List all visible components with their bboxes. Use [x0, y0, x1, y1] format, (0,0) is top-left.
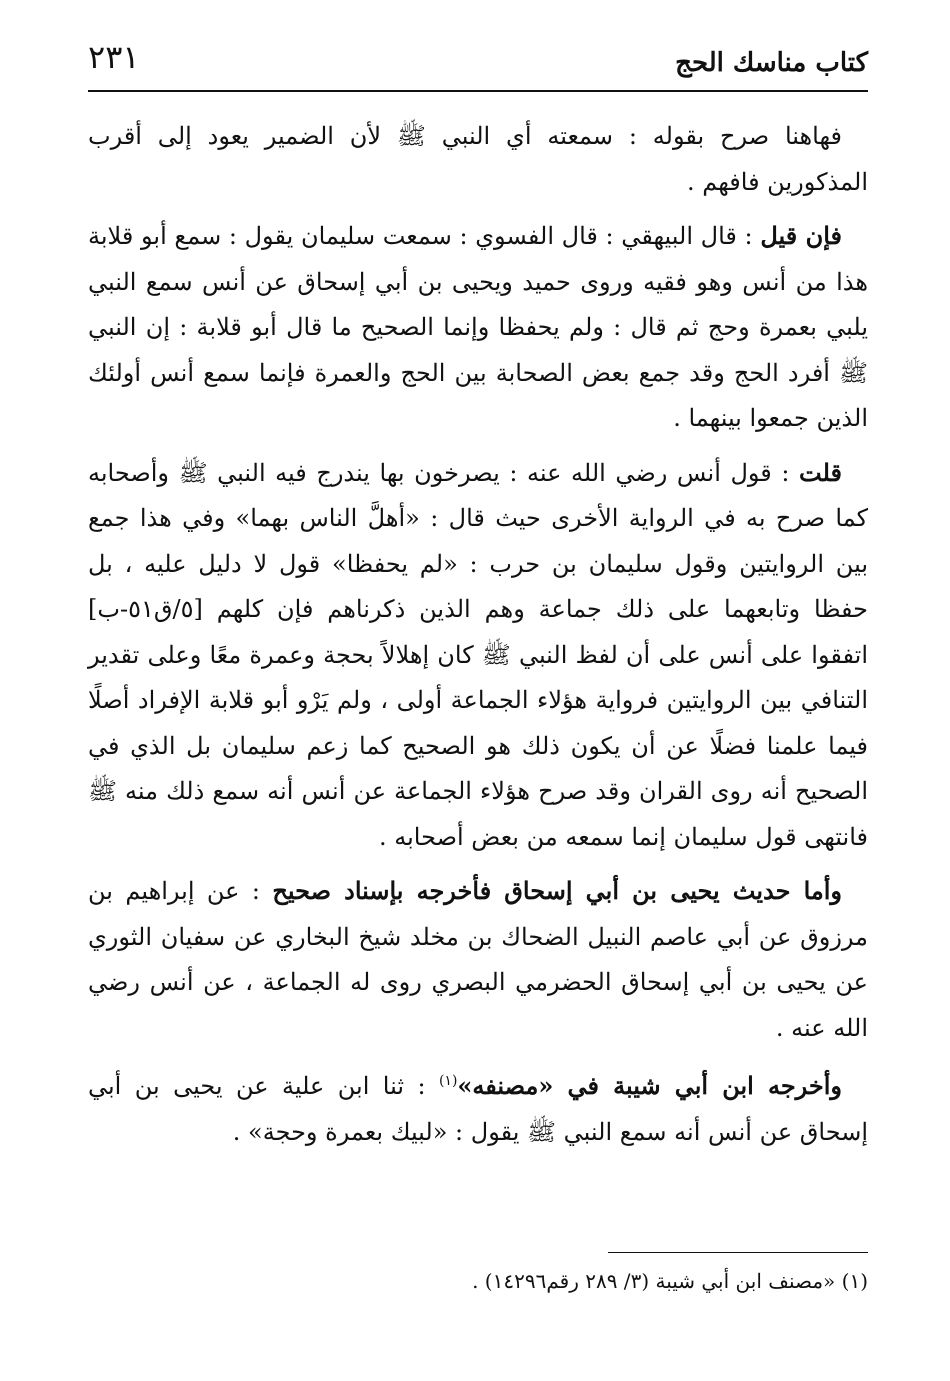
paragraph [88, 114, 868, 205]
paragraph-lead: وأما حديث يحيى بن أبي إسحاق فأخرجه بإسناد صحيح [272, 876, 842, 905]
paragraph [88, 450, 868, 861]
book-page [88, 30, 868, 1350]
footnote-reference[interactable]: (١) [438, 1073, 458, 1089]
footnote-divider [608, 1252, 868, 1253]
footnote: (١) «مصنف ابن أبي شيبة (٣/ ٢٨٩ رقم١٤٢٩٦) . [472, 1269, 868, 1293]
paragraph-text: : قول أنس رضي الله عنه : يصرخون بها يندرج فيه النبي ﷺ وأصحابه كما صرح به في الرواية الأخرى حيث قال : «أهلَّ الناس بهما» وفي هذا جمع بين الروايتين وقول سليمان بن حرب : «لم يحفظا» قول لا دليل عليه ، بل حفظا وتابعهما على ذلك جماعة وهم الذين ذكرناهم فإن كلهم [٥/ق٥١-ب] اتفقوا على أنس على أن لفظ النبي ﷺ كان إهلالاً بحجة وعمرة معًا وعلى تقدير التنافي بين الروايتين فرواية هؤلاء الجماعة أولى ، ولم يَرْو أبو قلابة الإفراد أصلًا فيما علمنا فضلًا عن أن يكون ذلك هو الصحيح كما زعم سليمان بل الذي في الصحيح أنه روى القران وقد صرح هؤلاء الجماعة عن أنس أنه سمع ذلك منه ﷺ فانتهى قول سليمان إنما سمعه من بعض أصحابه . [88, 458, 869, 851]
paragraph [88, 868, 868, 1051]
paragraph-text: فهاهنا صرح بقوله : سمعته أي النبي ﷺ لأن الضمير يعود إلى أقرب المذكورين فافهم . [88, 122, 868, 196]
paragraph-text: : عن إبراهيم بن مرزوق عن أبي عاصم النبيل الضحاك بن مخلد شيخ البخاري عن سفيان الثوري عن يحيى بن أبي إسحاق الحضرمي البصري روى له الجماعة ، عن أنس رضي الله عنه . [88, 877, 868, 1042]
paragraph-lead: قلت [799, 457, 842, 487]
page-body [88, 114, 868, 1155]
page-header [88, 30, 868, 92]
paragraph [88, 213, 868, 442]
paragraph [88, 1059, 868, 1155]
page-number: ٢٣١ [88, 38, 140, 76]
chapter-title: كتاب مناسك الحج [675, 48, 868, 78]
paragraph-text: : ثنا ابن علية عن يحيى بن أبي إسحاق عن أنس أنه سمع النبي ﷺ يقول : «لبيك بعمرة وحجة» . [88, 1072, 868, 1146]
paragraph-lead: وأخرجه ابن أبي شيبة في «مصنفه» [457, 1071, 842, 1100]
paragraph-text: : قال البيهقي : قال الفسوي : سمعت سليمان يقول : سمع أبو قلابة هذا من أنس وهو فقيه وروى حميد ويحيى بن أبي إسحاق عن أنس سمع النبي يلبي بعمرة وحج ثم قال : ولم يحفظا وإنما الصحيح ما قال أبو قلابة : إن النبي ﷺ أفرد الحج وقد جمع بعض الصحابة بين الحج والعمرة فإنما سمع أنس أولئك الذين جمعوا بينهما . [88, 222, 868, 432]
paragraph-lead: فإن قيل [760, 221, 843, 250]
